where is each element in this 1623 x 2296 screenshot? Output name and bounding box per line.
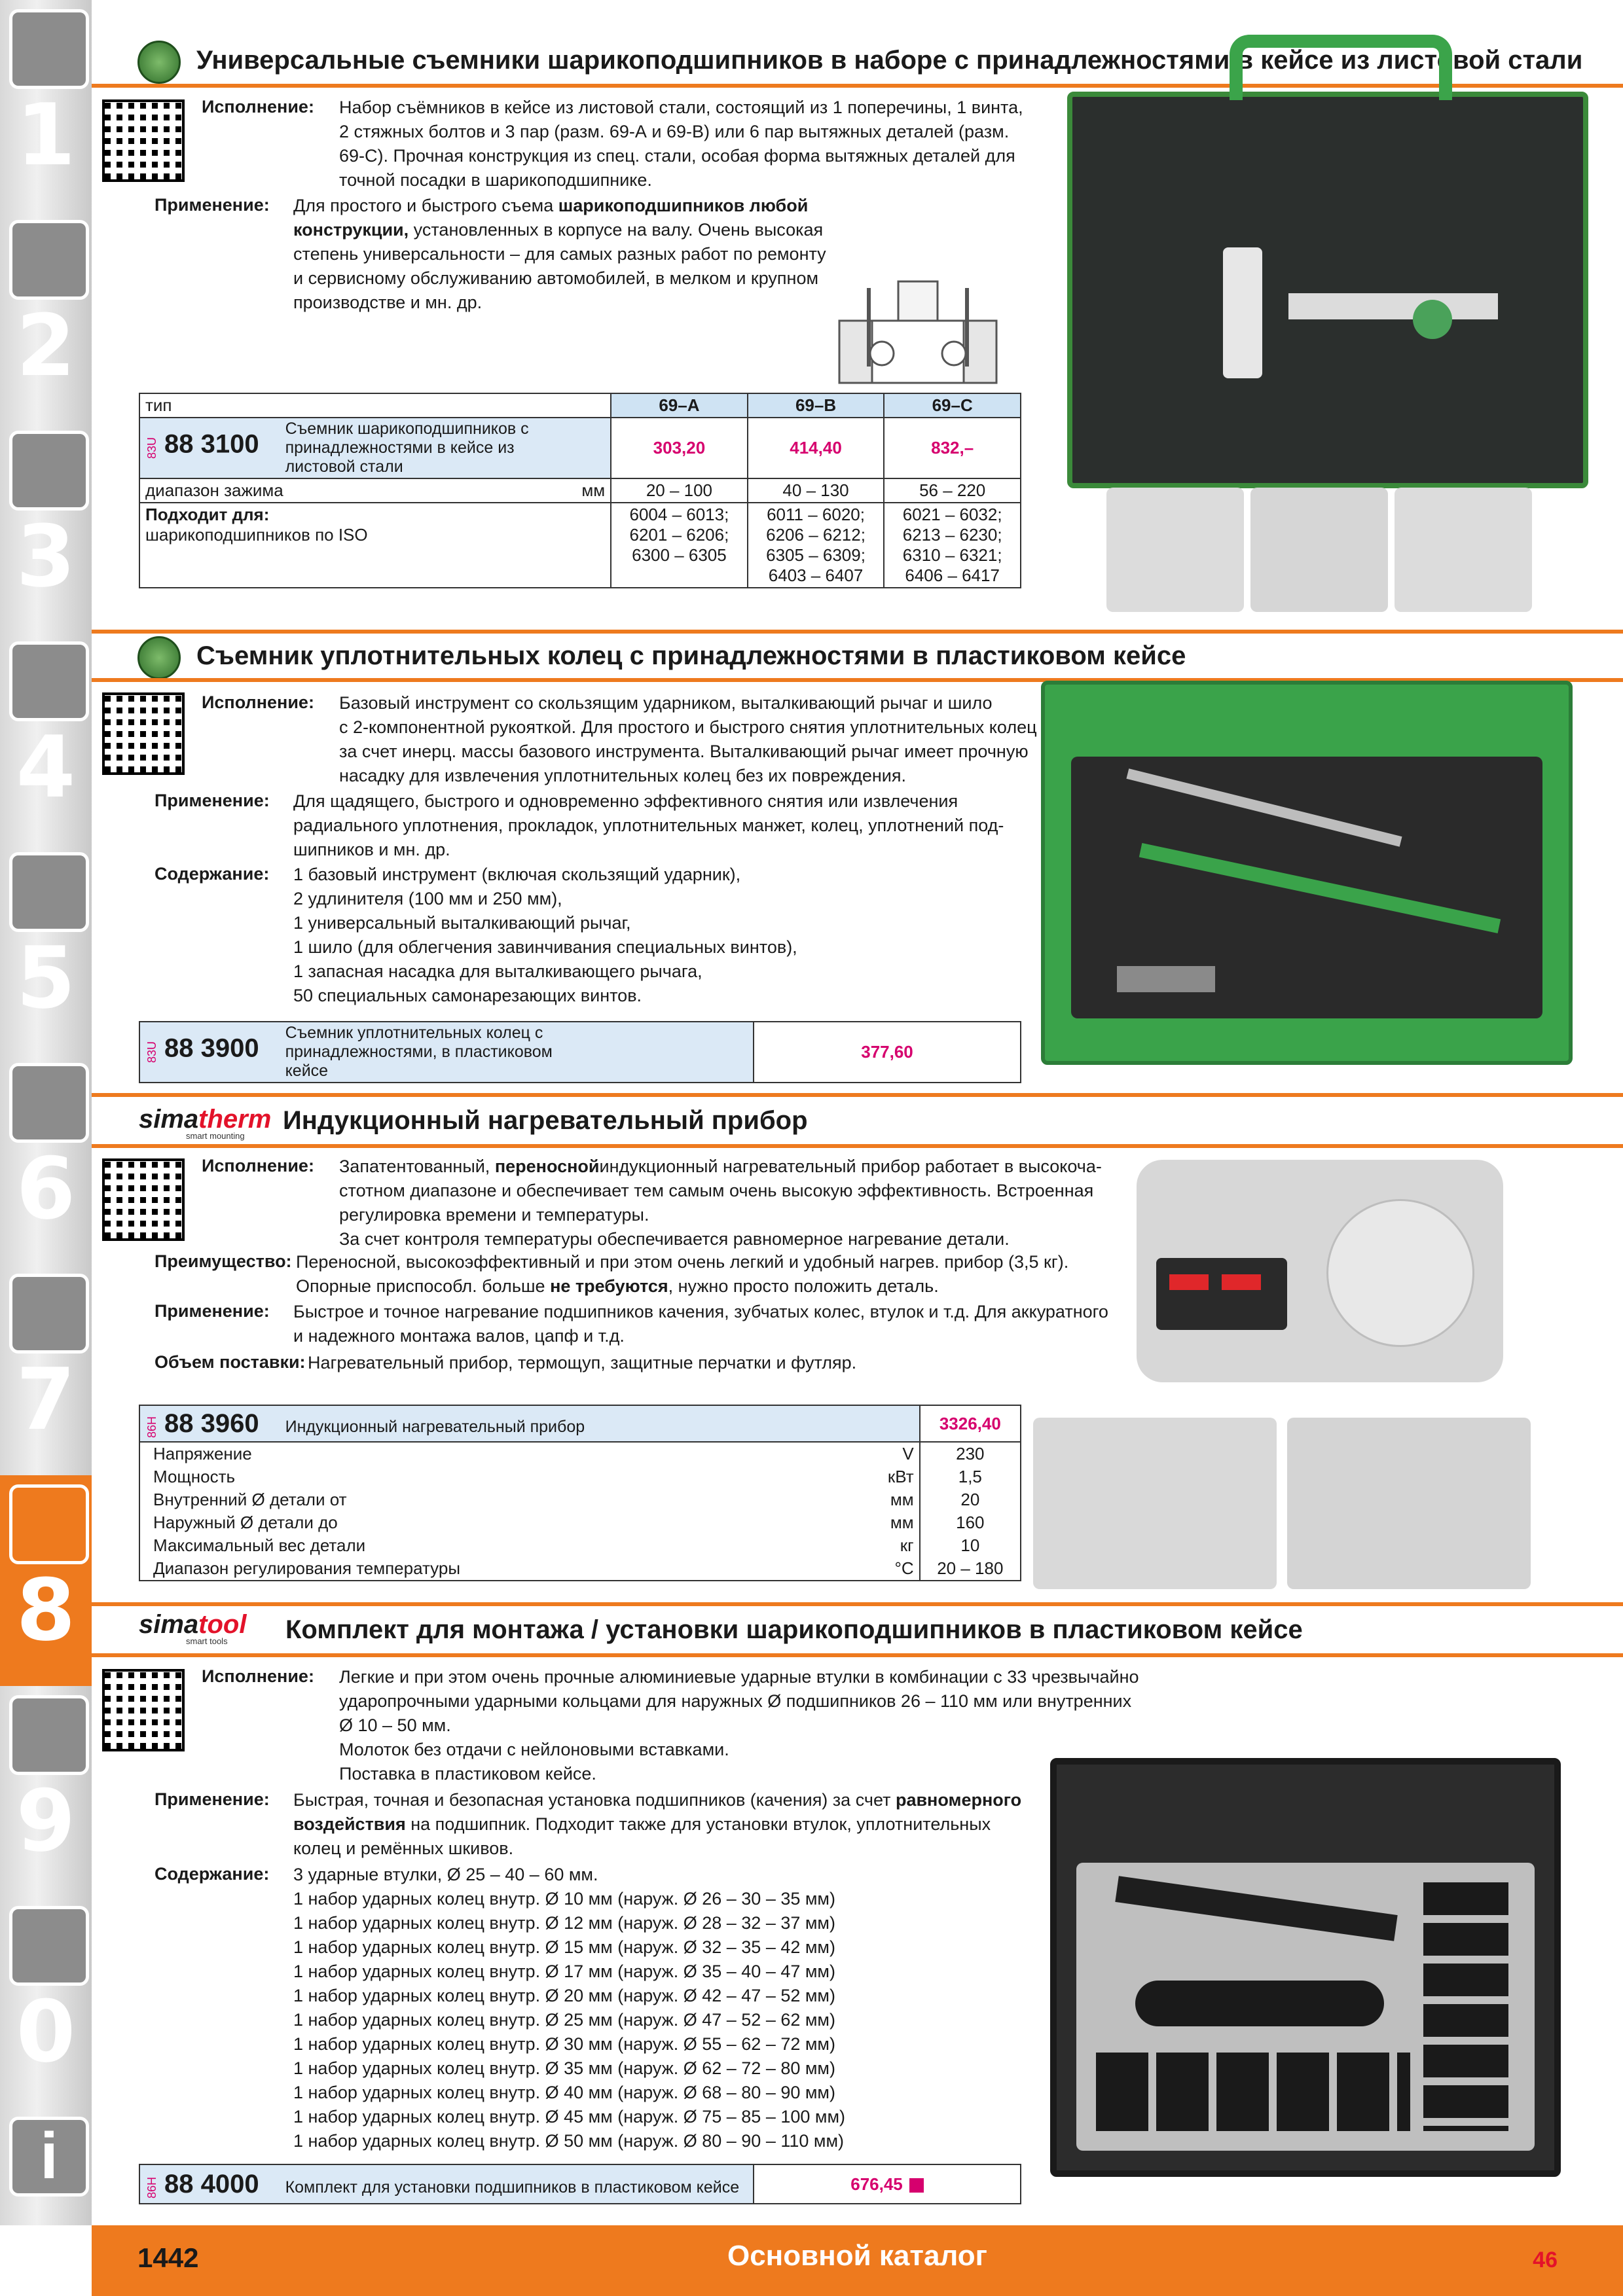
table-row: Диапазон регулирования температуры °C 20 – 180	[139, 1557, 1021, 1581]
supplier-code: 86H	[145, 1416, 158, 1439]
table-row: Внутренний Ø детали от мм 20	[139, 1488, 1021, 1511]
article-description: Съемник уплотнительных колец с принадлежностями, в пластиковом кейсе	[285, 1024, 553, 1080]
table-row: Наружный Ø детали до мм 160	[139, 1511, 1021, 1534]
label-advantage: Преимущество:	[155, 1251, 292, 1271]
qr-code-icon[interactable]	[102, 1669, 185, 1751]
catalog-title: Основной каталог	[727, 2240, 987, 2272]
label-application: Применение:	[155, 1789, 270, 1809]
col-header: 69–A	[611, 393, 748, 418]
execution-text: Легкие и при этом очень прочные алюминиевые ударные втулки в комбинации с 33 чрезвычайно ударопрочными ударными кольцами для наружных Ø подшипников 26 – 110 мм или внутренних Ø 10 – 50 мм. Молоток без отдачи с нейлоновыми вставками. Поставка в пластиковом кейсе.	[339, 1667, 1139, 1784]
puller-diagram	[833, 275, 1003, 386]
chapter-number: 4	[16, 717, 76, 817]
supplier-code: 86H	[145, 2177, 158, 2199]
article-number: 88 3900	[164, 1033, 259, 1063]
table-row: Подходит для: шарикоподшипников по ISO 6004 – 6013; 6201 – 6206; 6300 – 6305 6011 – 6020; 6206 – 6212; 6305 – 6309; 6403 – 6407 6021 – 6032; 6213 – 6230; 6310 – 6321; 6406 – 6417	[139, 503, 1021, 588]
cutting-insert-icon	[9, 220, 89, 300]
section-divider	[92, 1144, 1623, 1148]
table-row: Напряжение V 230	[139, 1442, 1021, 1465]
price: 832,–	[884, 418, 1021, 478]
page-footer	[92, 2225, 1623, 2296]
application-text: Для простого и быстрого съема шарикоподшипников любой конструкции, установленных в корпусе на валу. Очень высокая степень универсальности – для самых разных работ по ремонту и сервисному обслуживанию автомобилей, в мелком и крупном производстве и мн. др.	[293, 196, 826, 312]
usage-photo	[1106, 488, 1244, 612]
chapter-tab-4[interactable]	[0, 632, 92, 843]
chapter-tab-2[interactable]	[0, 211, 92, 422]
product-photo-induction-heater	[1137, 1160, 1503, 1382]
product-photo-plastic-case	[1041, 681, 1573, 1065]
usage-photo	[1287, 1418, 1531, 1589]
chapter-tab-1[interactable]	[0, 0, 92, 211]
chapter-tab-9[interactable]	[0, 1686, 92, 1897]
chapter-number: 3	[16, 507, 76, 606]
pliers-icon	[9, 1274, 89, 1354]
price: 414,40	[748, 418, 884, 478]
section-divider	[92, 1093, 1623, 1097]
execution-text: Запатентованный, переноснойиндукционный нагревательный прибор работает в высокоча- стотном диапазоне и обеспечивает тем самым очень высокую эффективность. Встроенная регулировка времени и температуры. За счет контроля температуры обеспечивается равномерное нагревание детали.	[339, 1157, 1102, 1249]
spec-table-883900	[139, 1021, 1021, 1083]
section-title: Съемник уплотнительных колец с принадлежностями в пластиковом кейсе	[196, 641, 1186, 670]
content-text: 3 ударные втулки, Ø 25 – 40 – 60 мм. 1 набор ударных колец внутр. Ø 10 мм (наруж. Ø 26 – 30 – 35 мм) 1 набор ударных колец внутр. Ø 12 мм (наруж. Ø 28 – 32 – 37 мм) 1 набор ударных колец внутр. Ø 15 мм (наруж. Ø 32 – 35 – 42 мм) 1 набор ударных колец внутр. Ø 17 мм (наруж. Ø 35 – 40 – 47 мм) 1 набор ударных колец внутр. Ø 20 мм (наруж. Ø 42 – 47 – 52 мм) 1 набор ударных колец внутр. Ø 25 мм (наруж. Ø 47 – 52 – 62 мм) 1 набор ударных колец внутр. Ø 30 мм (наруж. Ø 55 – 62 – 72 мм) 1 набор ударных колец внутр. Ø 35 мм (наруж. Ø 62 – 72 – 80 мм) 1 набор ударных колец внутр. Ø 40 мм (наруж. Ø 68 – 80 – 90 мм) 1 набор ударных колец внутр. Ø 45 мм (наруж. Ø 75 – 85 – 100 мм) 1 набор ударных колец внутр. Ø 50 мм (наруж. Ø 80 – 90 – 110 мм)	[293, 1865, 845, 2151]
qr-code-icon[interactable]	[102, 1158, 185, 1241]
article-description: Комплект для установки подшипников в пластиковом кейсе	[285, 2178, 740, 2197]
chapter-tab-3[interactable]	[0, 422, 92, 632]
price: 377,60	[754, 1022, 1021, 1083]
drill-bit-icon	[9, 9, 89, 89]
label-execution: Исполнение:	[202, 1156, 314, 1175]
execution-text: Базовый инструмент со скользящим ударником, выталкивающий рычаг и шило с 2-компонентной рукояткой. Для простого и быстрого снятия уплотнительных колец за счет инерц. массы базового инструмента. Выталкивающий рычаг имеет прочную насадку для извлечения уплотнительных колец без их повреждения.	[339, 693, 1037, 785]
chapter-number: 5	[16, 928, 76, 1028]
chapter-tab-5[interactable]	[0, 843, 92, 1054]
label-application: Применение:	[155, 195, 270, 215]
chapter-number: 8	[16, 1560, 76, 1660]
spec-table-883960	[139, 1405, 1021, 1581]
price: 303,20	[611, 418, 748, 478]
usage-photo	[1395, 488, 1532, 612]
qr-code-icon[interactable]	[102, 692, 185, 775]
article-number: 88 3960	[164, 1408, 259, 1438]
simatherm-logo: simatherm smart mounting	[139, 1105, 272, 1141]
wrench-icon	[9, 1063, 89, 1143]
label-execution: Исполнение:	[202, 1666, 314, 1686]
simatool-logo: simatool smart tools	[139, 1610, 247, 1646]
chapter-number: 1	[16, 85, 76, 185]
page-number-secondary: 46	[1533, 2248, 1558, 2272]
application-text: Для щадящего, быстрого и одновременно эффективного снятия или извлечения радиального уплотнения, прокладок, уплотнительных манжет, колец, уплотнений под- шипников и мн. др.	[293, 791, 1004, 859]
article-row[interactable]	[139, 2164, 1021, 2204]
supplier-code: 83U	[145, 1041, 158, 1064]
col-header: 69–C	[884, 393, 1021, 418]
caliper-icon	[9, 641, 89, 721]
chapter-tab-7[interactable]	[0, 1265, 92, 1475]
chuck-icon	[9, 431, 89, 511]
article-description: Съемник шарикоподшипников с принадлежностями в кейсе из листовой стали	[285, 420, 529, 476]
article-row[interactable]	[139, 418, 1021, 478]
price: 676,45	[850, 2174, 903, 2194]
section-divider	[92, 1653, 1623, 1657]
chapter-number: 2	[16, 296, 76, 395]
chapter-tab-0[interactable]	[0, 1897, 92, 2108]
spec-table-884000	[139, 2164, 1021, 2204]
article-description: Индукционный нагревательный прибор	[285, 1417, 585, 1436]
chapter-number: 7	[16, 1350, 76, 1449]
spec-table-883100	[139, 393, 1021, 588]
advantage-text: Переносной, высокоэффективный и при этом очень легкий и удобный нагрев. прибор (3,5 кг). Опорные приспособл. больше не требуются, нужно просто положить деталь.	[296, 1252, 1069, 1296]
safety-goggles-icon	[9, 1906, 89, 1986]
page-number: 1442	[137, 2242, 199, 2273]
product-photo-steel-case	[1067, 92, 1588, 488]
chapter-tab-8[interactable]	[0, 1475, 92, 1686]
chapter-tab-6[interactable]	[0, 1054, 92, 1265]
price: 3326,40	[920, 1405, 1021, 1442]
usage-photo	[1250, 488, 1388, 612]
quality-seal-icon	[137, 636, 181, 679]
chapter-number: 0	[16, 1982, 76, 2081]
section-title: Комплект для монтажа / установки шарикоподшипников в пластиковом кейсе	[285, 1615, 1303, 1644]
info-icon: i	[9, 2117, 89, 2197]
supplier-code: 83U	[145, 437, 158, 459]
article-number: 88 4000	[164, 2169, 259, 2198]
scope-text: Нагревательный прибор, термощуп, защитные перчатки и футляр.	[308, 1353, 857, 1372]
table-row: Мощность кВт 1,5	[139, 1465, 1021, 1488]
content-text: 1 базовый инструмент (включая скользящий ударник), 2 удлинителя (100 мм и 250 мм), 1 универсальный выталкивающий рычаг, 1 шило (для облегчения завинчивания специальных винтов), 1 запасная насадка для выталкивающего рычага, 50 специальных самонарезающих винтов.	[293, 865, 797, 1005]
table-row: Максимальный вес детали кг 10	[139, 1534, 1021, 1557]
quality-seal-icon	[137, 41, 181, 84]
label-content: Содержание:	[155, 864, 270, 884]
grinding-disc-icon	[9, 852, 89, 932]
type-label: тип	[139, 393, 611, 418]
tool-cabinet-icon	[9, 1695, 89, 1775]
chapter-number: 9	[16, 1771, 76, 1871]
label-execution: Исполнение:	[202, 692, 314, 712]
article-row[interactable]	[139, 1022, 1021, 1083]
usage-photo	[1033, 1418, 1277, 1589]
table-row: диапазон зажима мм 20 – 100 40 – 130 56 – 220	[139, 478, 1021, 503]
label-execution: Исполнение:	[202, 97, 314, 117]
new-item-marker-icon	[909, 2178, 924, 2193]
col-header: 69–B	[748, 393, 884, 418]
chapter-number: 6	[16, 1139, 76, 1238]
qr-code-icon[interactable]	[102, 99, 185, 182]
chapter-sidebar	[0, 0, 92, 2225]
section-divider	[92, 630, 1623, 634]
label-scope: Объем поставки:	[155, 1352, 306, 1372]
tool-box-icon	[9, 1484, 89, 1564]
article-number: 88 3100	[164, 429, 259, 459]
section-title: Универсальные съемники шарикоподшипников в наборе с принадлежностями в кейсе из листовой стали	[196, 46, 1583, 75]
label-application: Применение:	[155, 791, 270, 810]
execution-text: Набор съёмников в кейсе из листовой стали, состоящий из 1 поперечины, 1 винта, 2 стяжных болтов и 3 пар (разм. 69-А и 69-В) или 6 пар вытяжных деталей (разм. 69-С). Прочная конструкция из спец. стали, особая форма вытяжных деталей для точной посадки в шарикоподшипнике.	[339, 98, 1023, 190]
article-row[interactable]	[139, 1405, 1021, 1442]
label-application: Применение:	[155, 1301, 270, 1321]
section-title: Индукционный нагревательный прибор	[283, 1106, 808, 1135]
label-content: Содержание:	[155, 1864, 270, 1884]
section-divider	[92, 1602, 1623, 1606]
product-photo-mounting-kit	[1050, 1758, 1561, 2177]
chapter-tab-info[interactable]	[0, 2108, 92, 2225]
application-text: Быстрая, точная и безопасная установка подшипников (качения) за счет равномерного воздействия на подшипник. Подходит также для установки втулок, уплотнительных колец и ремённых шкивов.	[293, 1790, 1022, 1858]
application-text: Быстрое и точное нагревание подшипников качения, зубчатых колес, втулок и т.д. Для аккуратного и надежного монтажа валов, цапф и т.д.	[293, 1302, 1108, 1346]
